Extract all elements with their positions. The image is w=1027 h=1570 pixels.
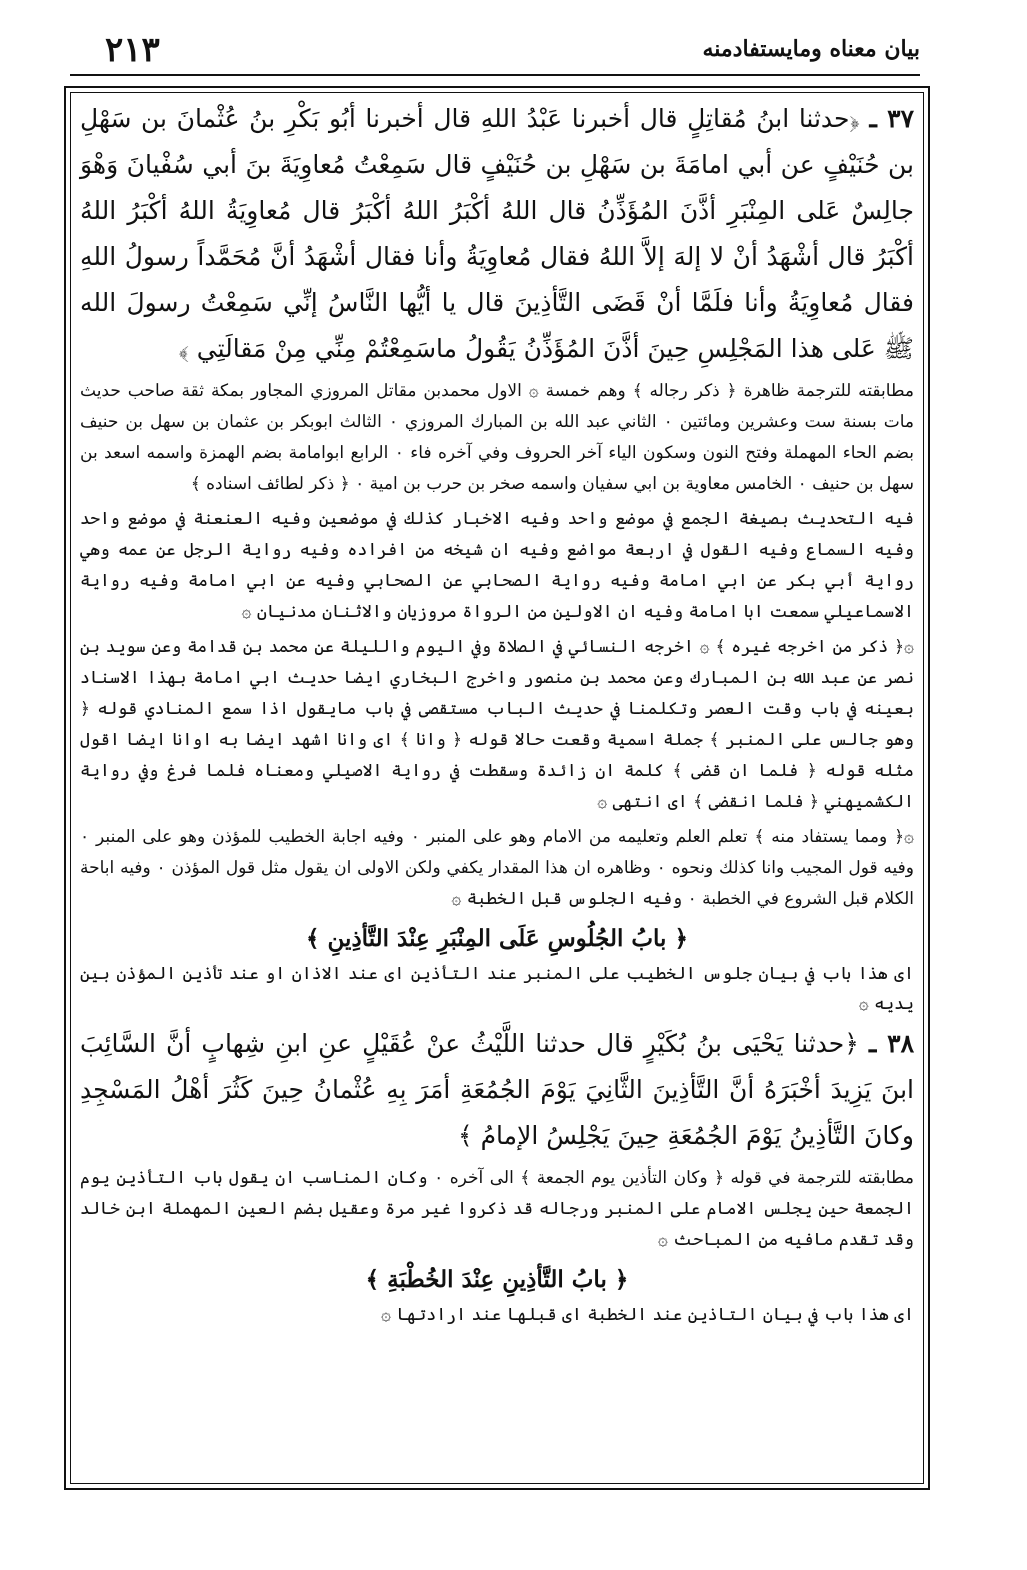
commentary-paragraph: ۞﴿ ذكر من اخرجه غيره ﴾ ۞ اخرجه النسائي في الصلاة وفي اليوم والليلة عن محمد بن قدامة وعن سويد بن نصر عن عبد الله بن المبارك وعن محمد بن منصور واخرج البخاري ايضا حديث ابي امامة بهذا الاسناد بعينه في باب وقت العصر وتكلمنا في حديث الباب مستقصى في باب مايقول اذا سمع المنادي قوله ﴿ وهو جالس على المنبر ﴾ جملة اسمية وقعت حالا قوله ﴿ وانا ﴾ اى وانا اشهد ايضا به اوانا ايضا اقول مثله قوله ﴿ فلما ان قضى ﴾ كلمة ان زائدة وسقطت في رواية الاصيلي ومعناه فلما فرغ وفي رواية الكشميهني ﴿ فلما انقضى ﴾ اى انتهى ۞	[80, 637, 914, 812]
hadith-37	[80, 96, 914, 372]
text-frame	[64, 86, 930, 1490]
chapter-note: اى هذا باب في بيان جلوس الخطيب على المنبر عند التأذين اى عند الاذان او عند تأذين المؤذن بين يديه ۞	[80, 964, 914, 1014]
chapter-heading: ﴿ بابُ التَّأذِينِ عِنْدَ الخُطْبَةِ ﴾	[365, 1266, 629, 1293]
commentary-paragraph: ۞﴿ ومما يستفاد منه ﴾ تعلم العلم وتعليمه من الامام وهو على المنبر ۰ وفيه اجابة الخطيب للمؤذن وهو على المنبر ۰ وفيه قول المجيب وانا كذلك ونحوه ۰ وظاهره ان هذا المقدار يكفي ولكن الاولى ان يقول مثل قول المؤذن ۰ وفيه اباحة الكلام قبل الشروع في الخطبة ۰ وفيه الجلوس قبل الخطبة ۞	[80, 827, 915, 909]
hadith-38	[80, 1021, 914, 1159]
running-head: بيان معناه ومايستفادمنه	[702, 36, 920, 62]
hadith-text: ﴿حدثنا يَحْيَى بنُ بُكَيْرٍ قال حدثنا اللَّيْثُ عنْ عُقَيْلٍ عنِ ابنِ شِهابٍ أنَّ السَّائِبَ ابنَ يَزِيدَ أخْبَرَهُ أنَّ التَّأذِينَ الثَّانِيَ يَوْمَ الجُمُعَةِ أمَرَ بِهِ عُثْمانُ حِينَ كَثُرَ أهْلُ المَسْجِدِ وكانَ التَّأذِينُ يَوْمَ الجُمُعَةِ حِينَ يَجْلِسُ الإمامُ ﴾	[80, 1029, 914, 1150]
hadith-text: ﴿حدثنا ابنُ مُقاتِلٍ قال أخبرنا عَبْدُ اللهِ قال أخبرنا أبُو بَكْرِ بنُ عُثْمانَ بن سَهْلِ بن حُنَيْفٍ عن أبي امامَةَ بن سَهْلِ بن حُنَيْفٍ قال سَمِعْتُ مُعاوِيَةَ بنَ أبي سُفْيانَ وَهْوَ جالِسٌ عَلى المِنْبَرِ أذَّنَ المُؤَذِّنُ قال اللهُ أكْبَرُ اللهُ أكْبَرُ قال مُعاوِيَةُ اللهُ أكْبَرُ اللهُ أكْبَرُ قال أشْهَدُ أنْ لا إلهَ إلاَّ اللهُ فقال مُعاوِيَةُ وأنا فقال أشْهَدُ أنَّ مُحَمَّداً رسولُ اللهِ فقال مُعاوِيَةُ وأنا فلَمَّا أنْ قَضَى التَّأذِينَ قال يا أيُّها النَّاسُ إنِّي سَمِعْتُ رسولَ الله ﷺ عَلى هذا المَجْلِسِ حِينَ أذَّنَ المُؤَذِّنُ يَقُولُ ماسَمِعْتُمْ مِنِّي مِنْ مَقالَتِي ﴾	[80, 104, 914, 363]
chapter-heading: ﴿ بابُ الجُلُوسِ عَلَى المِنْبَرِ عِنْدَ التَّأذِينِ ﴾	[306, 925, 688, 952]
commentary-paragraph: فيه التحديث بصيغة الجمع في موضع واحد وفيه الاخبار كذلك في موضعين وفيه العنعنة في موضع واحد وفيه السماع وفيه القول في اربعة مواضع وفيه ان شيخه من افراده وفيه رواية الرجل عن عمه وهي رواية أبي بكر عن ابي امامة وفيه رواية الصحابي عن الصحابي وفيه عن ابي امامة وفيه رواية الاسماعيلي سمعت ابا امامة وفيه ان الاولين من الرواة مروزيان والاثنان مدنيان ۞	[80, 509, 914, 622]
page-body	[80, 96, 914, 1480]
header-rule	[70, 74, 920, 76]
page-header	[70, 30, 920, 80]
chapter-note: اى هذا باب في بيان التاذين عند الخطبة اى قبلها عند ارادتها ۞	[380, 1305, 914, 1325]
commentary-paragraph: مطابقته للترجمة في قوله ﴿ وكان التأذين يوم الجمعة ﴾ الى آخره ۰ وكان المناسب ان يقول باب التأذين يوم الجمعة حين يجلس الامام على المنبر ورجاله قد ذكروا غير مرة وعقيل بضم العين المهملة ابن خالد وقد تقدم مافيه من المباحث ۞	[80, 1168, 914, 1250]
hadith-number: ٣٨ ـ	[869, 1029, 915, 1058]
hadith-number: ٣٧ ـ	[869, 104, 915, 133]
page-number: ٢١٣	[105, 30, 160, 70]
commentary-paragraph: مطابقته للترجمة ظاهرة ﴿ ذكر رجاله ﴾ وهم خمسة ۞ الاول محمدبن مقاتل المروزي المجاور بمكة ثقة صاحب حديث مات بسنة ست وعشرين ومائتين ۰ الثاني عبد الله بن المبارك المروزي ۰ الثالث ابوبكر بن عثمان بن سهل بن حنيف بضم الحاء المهملة وفتح النون وسكون الياء آخر الحروف وفي آخره فاء ۰ الرابع ابوامامة بضم الهمزة واسمه اسعد بن سهل بن حنيف ۰ الخامس معاوية بن ابي سفيان واسمه صخر بن حرب بن امية ۰ ﴿ ذكر لطائف اسناده ﴾	[80, 381, 915, 494]
